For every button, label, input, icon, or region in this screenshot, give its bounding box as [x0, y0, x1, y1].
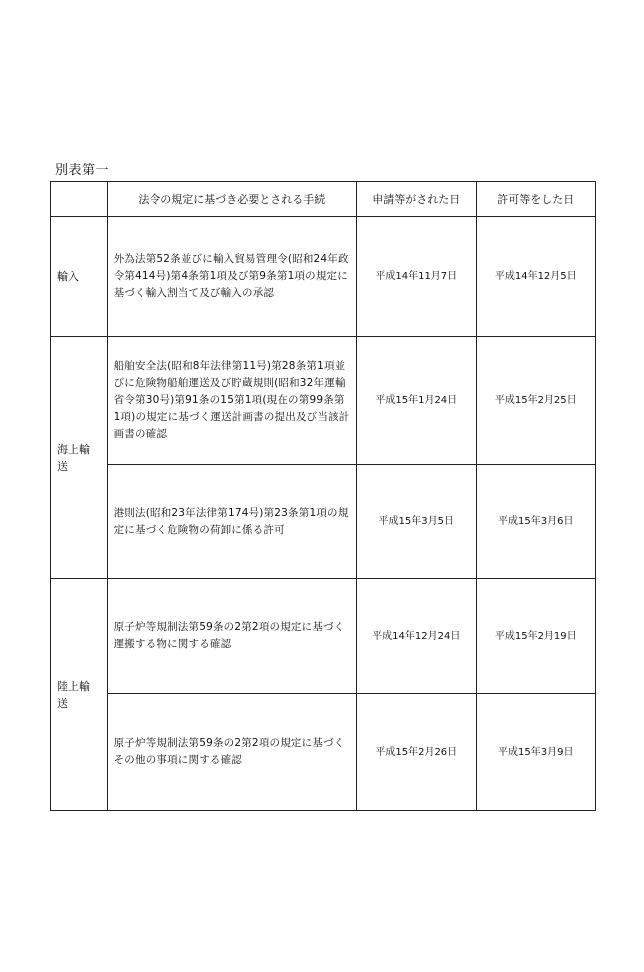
procedure-cell: 外為法第52条並びに輸入貿易管理令(昭和24年政令第414号)第4条第1項及び第9条第1項の規定に基づく輸入割当て及び輸入の承認 — [107, 217, 356, 337]
header-procedure: 法令の規定に基づき必要とされる手続 — [107, 182, 356, 217]
procedure-cell: 港則法(昭和23年法律第174号)第23条第1項の規定に基づく危険物の荷卸に係る許可 — [107, 465, 356, 579]
procedures-table — [50, 181, 596, 811]
applied-date-cell: 平成15年1月24日 — [357, 337, 476, 465]
category-cell: 輸入 — [51, 217, 108, 337]
permitted-date-cell: 平成14年12月5日 — [476, 217, 596, 337]
table-row — [51, 217, 596, 337]
procedure-cell: 原子炉等規制法第59条の2第2項の規定に基づく運搬する物に関する確認 — [107, 579, 356, 694]
permitted-date-cell: 平成15年2月19日 — [476, 579, 596, 694]
applied-date-cell: 平成15年3月5日 — [357, 465, 476, 579]
procedure-cell: 船舶安全法(昭和8年法律第11号)第28条第1項並びに危険物船舶運送及び貯蔵規則(昭和32年運輸省令第30号)第91条の15第1項(現在の第99条第1項)の規定に基づく運送計画書の提出及び当該計画書の確認 — [107, 337, 356, 465]
permitted-date-cell: 平成15年3月9日 — [476, 694, 596, 811]
table-row — [51, 465, 596, 579]
permitted-date-cell: 平成15年2月25日 — [476, 337, 596, 465]
table-row — [51, 579, 596, 694]
table-row — [51, 694, 596, 811]
header-applied-date: 申請等がされた日 — [357, 182, 476, 217]
permitted-date-cell: 平成15年3月6日 — [476, 465, 596, 579]
table-caption: 別表第一 — [55, 163, 110, 178]
header-row — [51, 182, 596, 217]
procedure-cell: 原子炉等規制法第59条の2第2項の規定に基づくその他の事項に関する確認 — [107, 694, 356, 811]
table-row — [51, 337, 596, 465]
applied-date-cell: 平成14年12月24日 — [357, 579, 476, 694]
header-permitted-date: 許可等をした日 — [476, 182, 596, 217]
header-category — [51, 182, 108, 217]
applied-date-cell: 平成15年2月26日 — [357, 694, 476, 811]
category-cell: 陸上輸送 — [51, 579, 108, 811]
applied-date-cell: 平成14年11月7日 — [357, 217, 476, 337]
category-cell: 海上輸送 — [51, 337, 108, 579]
